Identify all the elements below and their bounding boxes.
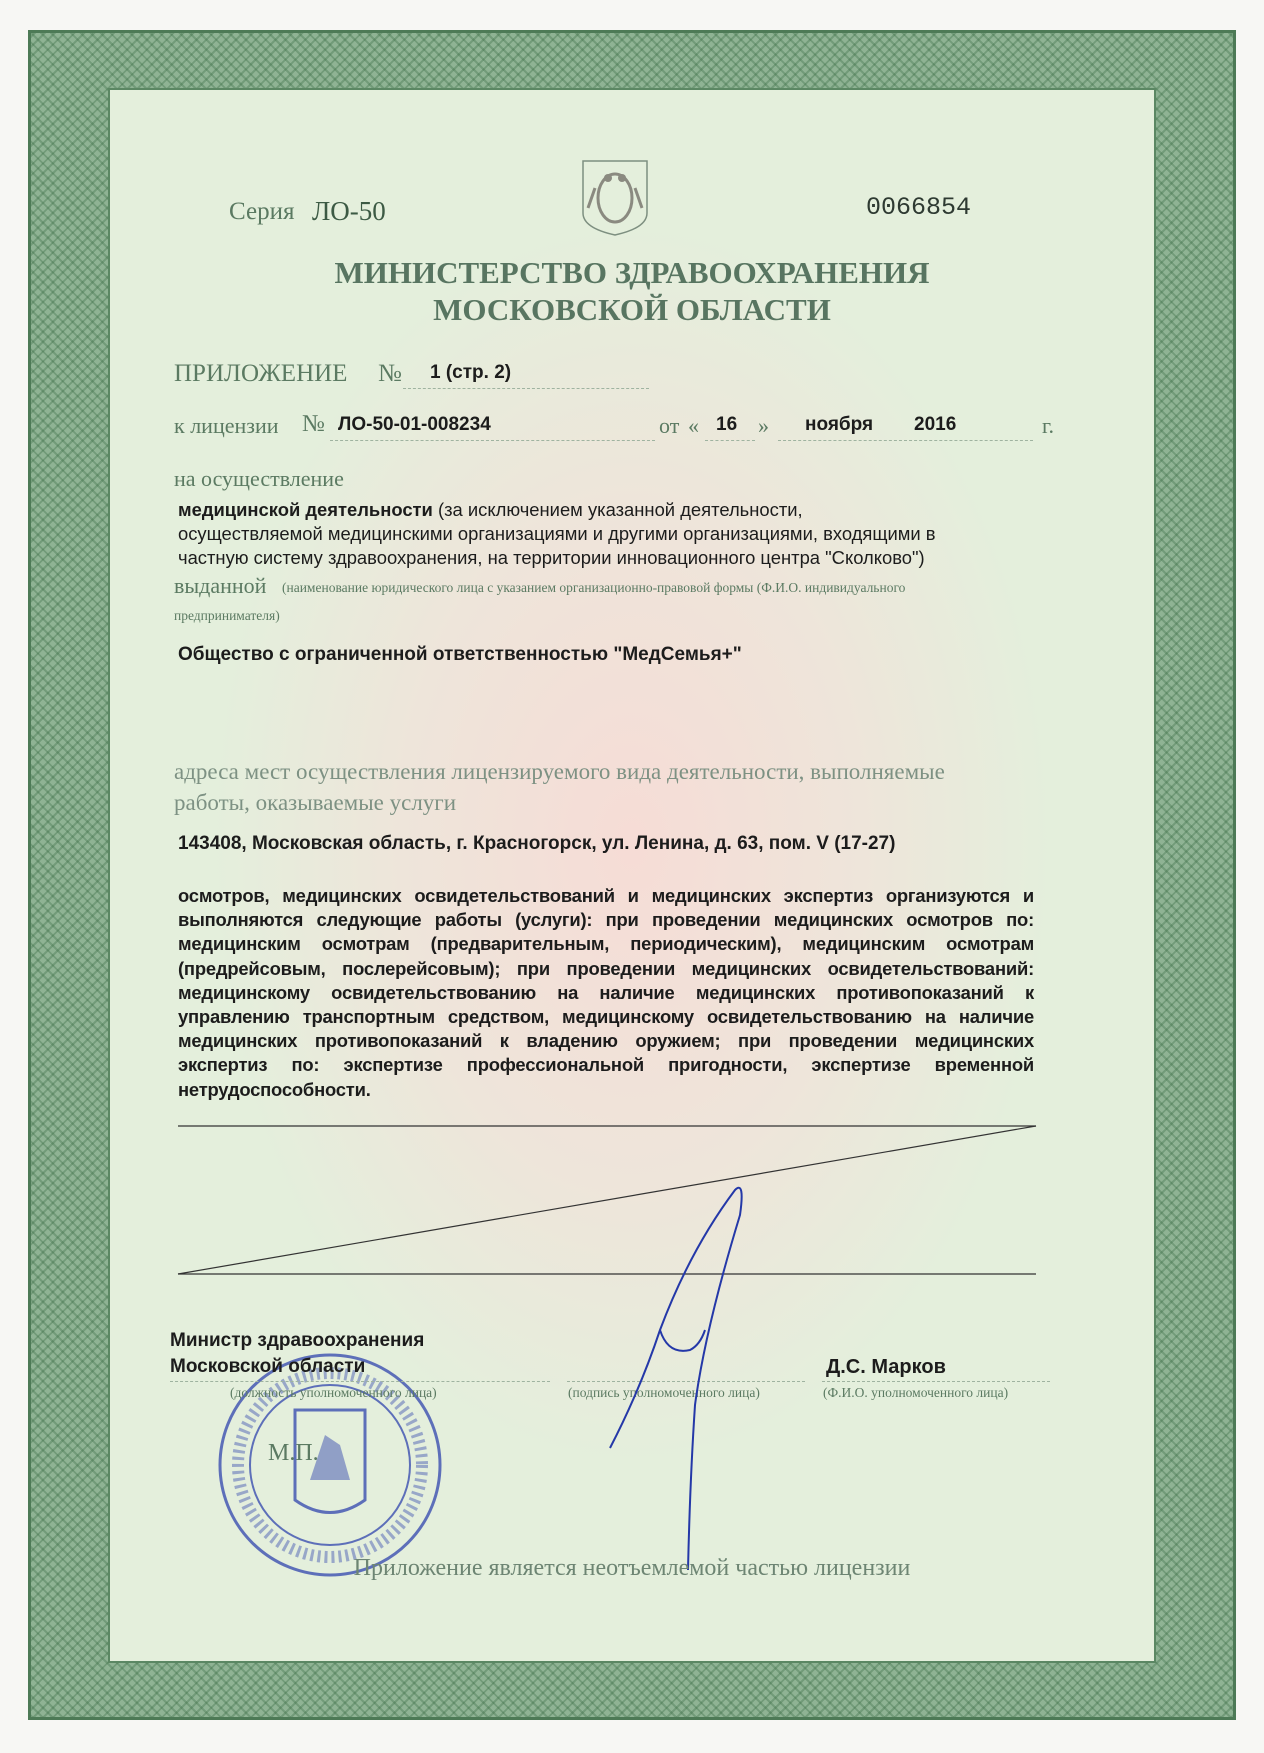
issued-caption-line1: (наименование юридического лица с указанием организационно-правовой формы (Ф.И.О. индивидуального bbox=[282, 580, 906, 595]
activity-label: на осуществление bbox=[174, 466, 344, 491]
document-number: 0066854 bbox=[866, 193, 972, 222]
services-text: осмотров, медицинских освидетельствований и медицинских экспертиз организуются и выполняются следующие работы (услуги): при проведении медицинских осмотров по: медицинским осмотрам (предварительным, периодическим), медицинским осмотрам (предрейсовым, послерейсовым); при проведении медицинских освидетельствований: медицинскому освидетельствованию на наличие медицинских противопоказаний к управлению транспортным средством, медицинскому освидетельствованию на наличие медицинских противопоказаний к владению оружием; при проведении медицинских экспертиз по: экспертизе профессиональной пригодности, экспертизе временной нетрудоспособности. bbox=[178, 885, 1034, 1100]
signature-caption: (подпись уполномоченного лица) bbox=[568, 1385, 760, 1400]
activity-bold: медицинской деятельности bbox=[178, 499, 433, 520]
ministry-title-line1: МИНИСТЕРСТВО ЗДРАВООХРАНЕНИЯ bbox=[334, 255, 930, 290]
activity-line1 bbox=[178, 499, 803, 520]
quote-open: « bbox=[688, 413, 699, 438]
issued-label: выданной bbox=[174, 573, 267, 598]
appendix-value: 1 (стр. 2) bbox=[430, 362, 512, 383]
name-caption: (Ф.И.О. уполномоченного лица) bbox=[823, 1385, 1009, 1400]
issued-caption-line2: предпринимателя) bbox=[174, 608, 280, 623]
appendix-label: ПРИЛОЖЕНИЕ bbox=[174, 360, 348, 387]
quote-close: » bbox=[758, 413, 769, 438]
license-from: от bbox=[659, 413, 680, 438]
appendix-no-sign: № bbox=[378, 360, 402, 387]
position-caption: (должность уполномоченного лица) bbox=[230, 1385, 437, 1400]
license-day: 16 bbox=[716, 414, 738, 435]
position-line1: Министр здравоохранения bbox=[170, 1330, 425, 1351]
license-number: ЛО-50-01-008234 bbox=[338, 414, 491, 435]
addresses-label-line2: работы, оказываемые услуги bbox=[174, 790, 457, 815]
license-label: к лицензии bbox=[174, 413, 279, 438]
coat-of-arms-icon bbox=[580, 158, 650, 238]
position-line2: Московской области bbox=[170, 1356, 366, 1377]
handwritten-signature bbox=[600, 1180, 750, 1580]
license-year: 2016 bbox=[914, 414, 957, 435]
footer-note: Приложение является неотъемлемой частью лицензии bbox=[353, 1555, 911, 1581]
series-label: Серия bbox=[229, 198, 295, 225]
activity-line3: частную систему здравоохранения, на территории инновационного центра "Сколково") bbox=[178, 547, 925, 568]
address: 143408, Московская область, г. Красногорск, ул. Ленина, д. 63, пом. V (17-27) bbox=[178, 833, 896, 854]
year-suffix: г. bbox=[1042, 413, 1055, 438]
signatory-name: Д.С. Марков bbox=[826, 1356, 946, 1378]
activity-line2: осуществляемой медицинскими организациями и другими организациями, входящими в bbox=[178, 523, 936, 544]
organization-name: Общество с ограниченной ответственностью "МедСемья+" bbox=[178, 644, 742, 665]
series-value: ЛО-50 bbox=[312, 196, 386, 226]
ministry-title-line2: МОСКОВСКОЙ ОБЛАСТИ bbox=[433, 292, 831, 327]
license-no-sign: № bbox=[302, 411, 325, 437]
seal-place: М.П. bbox=[268, 1440, 319, 1466]
addresses-label-line1: адреса мест осуществления лицензируемого вида деятельности, выполняемые bbox=[174, 759, 945, 784]
license-month: ноября bbox=[805, 414, 874, 435]
activity-line1-rest: (за исключением указанной деятельности, bbox=[432, 499, 803, 520]
